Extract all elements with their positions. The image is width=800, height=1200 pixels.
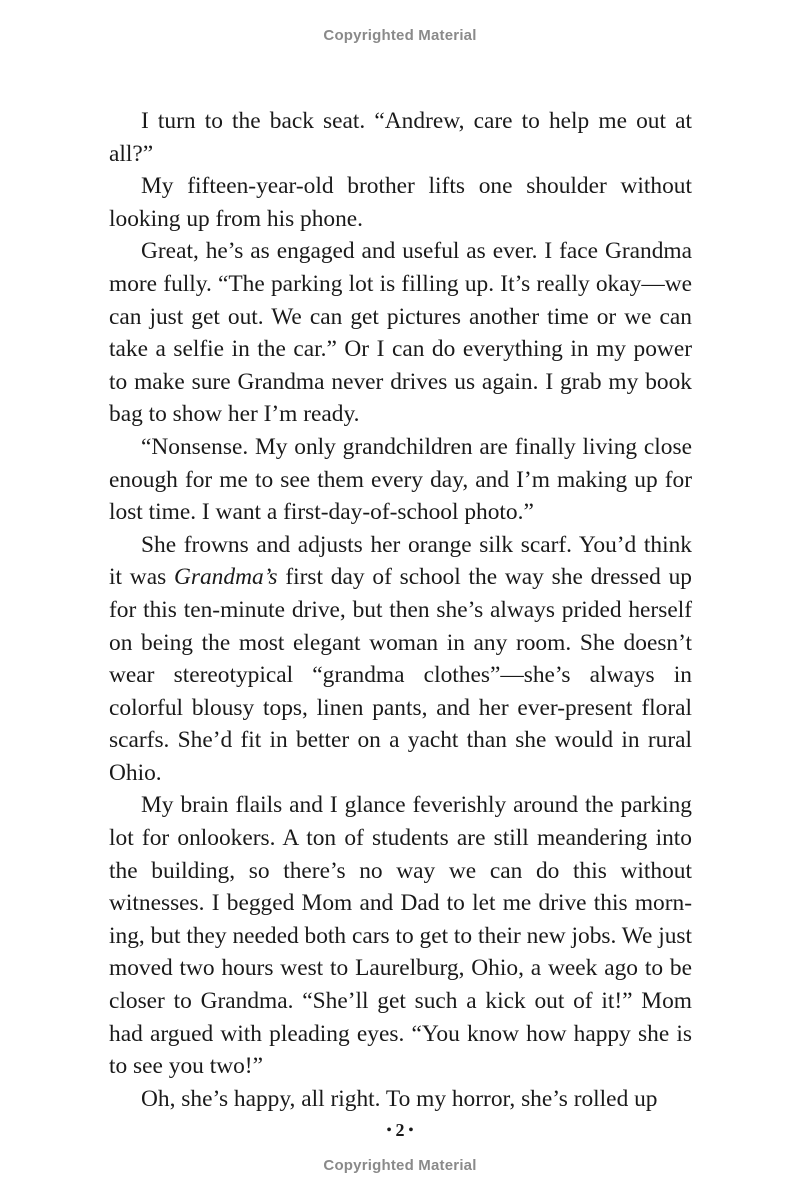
- page-number-dot-left: •: [386, 1123, 392, 1138]
- paragraph: “Nonsense. My only grandchildren are finally living close enough for me to see them every day, and I’m making up for lost time. I want a first-day-of-school photo.”: [109, 433, 692, 526]
- paragraph: My brain flails and I glance feverishly around the parking lot for onlookers. A ton of students are still meandering into the building, so there’s no way we can do this without witnesses. I begged Mom and Dad to let me drive this morning, but they needed both cars to get to their new jobs. We just moved two hours west to Laurelburg, Ohio, a week ago to be closer to Grandma. “She’ll get such a kick out of it!” Mom had argued with pleading eyes. “You know how happy she is to see you two!”: [109, 792, 692, 1080]
- page-number: [0, 1120, 800, 1141]
- paragraph: Oh, she’s happy, all right. To my horror, she’s rolled up: [141, 1085, 658, 1112]
- paragraph-text: first day of school the way she dressed up for this ten-minute drive, but then she’s always prided herself on being the most elegant woman in any room. She doesn’t wear stereotypical “grandma clothes”—she’s always in colorful blousy tops, linen pants, and her ever-present floral scarfs. She’d fit in better on a yacht than she would in rural Ohio.: [109, 564, 692, 786]
- emphasized-word: Grandma’s: [173, 564, 278, 591]
- copyright-watermark-top: Copyrighted Material: [323, 27, 477, 44]
- page-number-dot-right: •: [408, 1123, 414, 1138]
- copyright-watermark-bottom: Copyrighted Material: [323, 1157, 477, 1174]
- page-number-value: 2: [395, 1120, 405, 1140]
- body-text: [109, 105, 692, 1115]
- paragraph: [109, 529, 692, 790]
- paragraph: My fifteen-year-old brother lifts one shoulder without looking up from his phone.: [109, 173, 692, 232]
- paragraph-text: She frowns and adjusts her orange silk scarf. You’d think it was: [109, 531, 692, 591]
- paragraph: I turn to the back seat. “Andrew, care to help me out at all?”: [109, 108, 692, 167]
- paragraph: Great, he’s as engaged and useful as ever. I face Grandma more fully. “The parking lot is filling up. It’s really okay—we can just get out. We can get pictures another time or we can take a selfie in the car.” Or I can do everything in my power to make sure Grandma never drives us again. I grab my book bag to show her I’m ready.: [109, 238, 692, 428]
